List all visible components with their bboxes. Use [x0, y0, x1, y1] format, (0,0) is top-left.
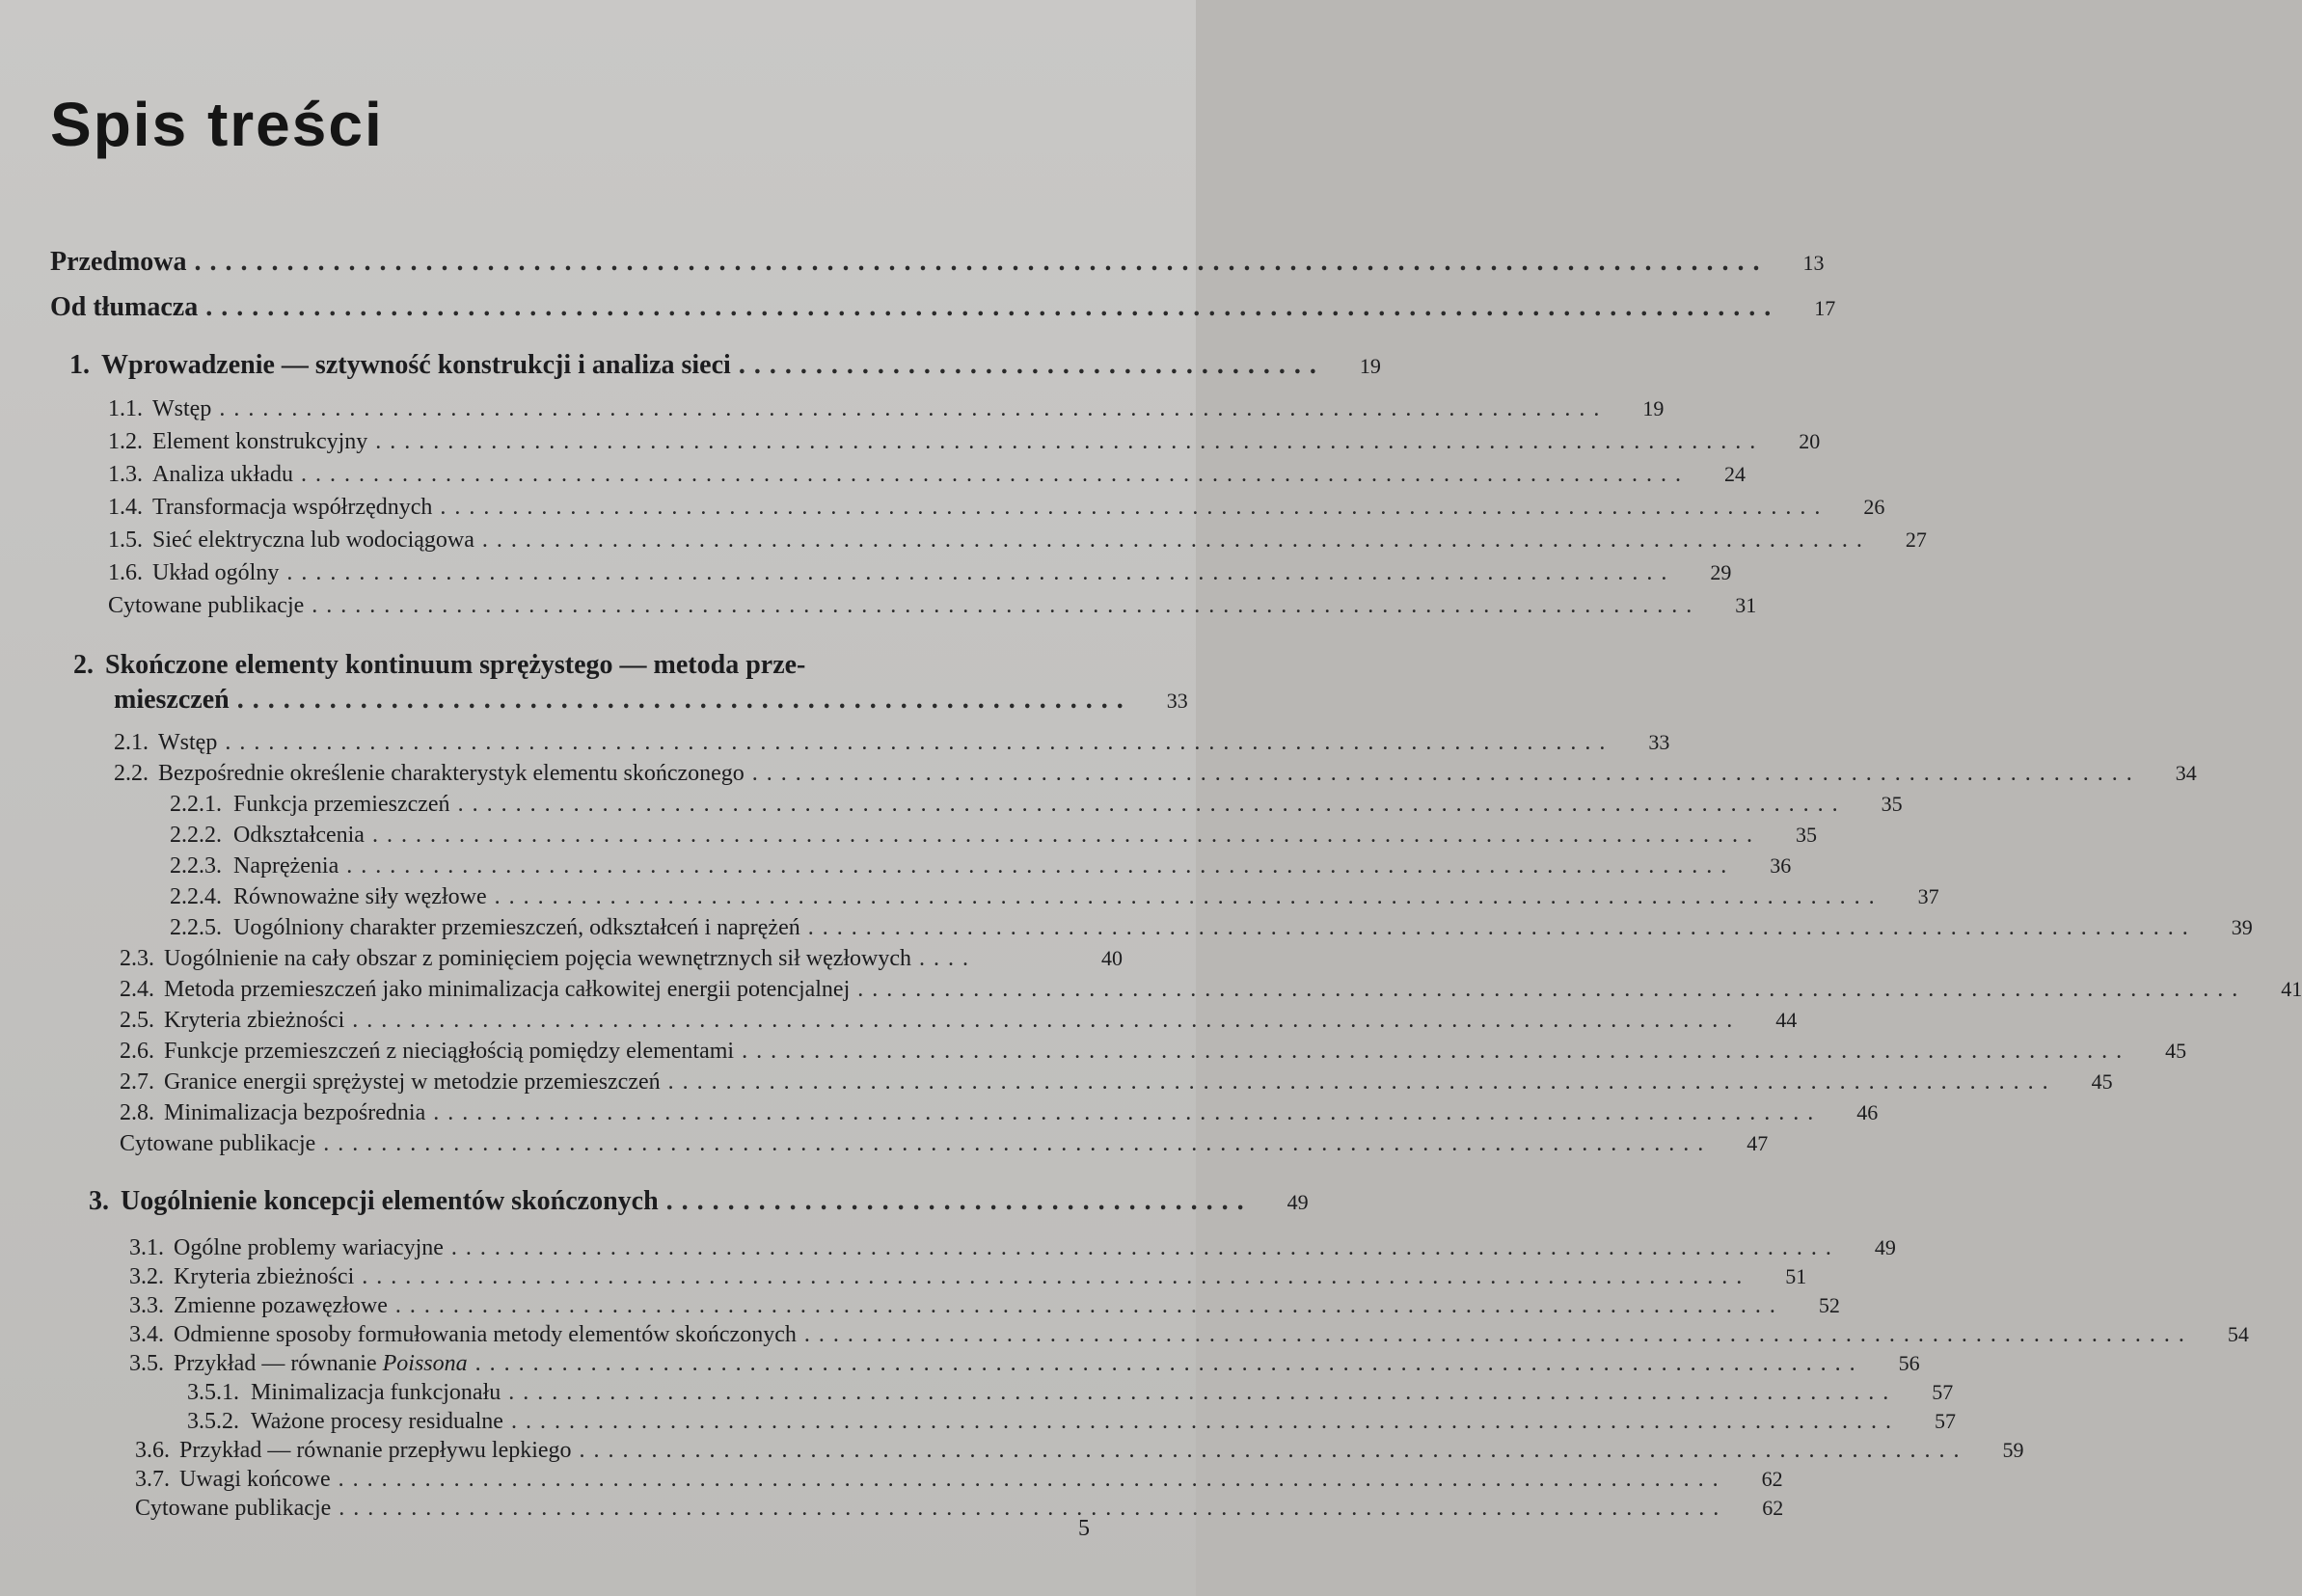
leader-dots: ................................................................................................ — [803, 1322, 2193, 1347]
page-number: 41 — [2281, 977, 2302, 1001]
leader-dots: ................................................................................................ — [352, 1008, 1742, 1033]
page-number: 47 — [1747, 1131, 1769, 1155]
section-number: 2.5. — [120, 1008, 154, 1033]
entry-title: Cytowane publikacje — [120, 1131, 316, 1156]
section-title: Ogólne problemy wariacyjne — [174, 1235, 444, 1260]
section-title: Uogólnienie na cały obszar z pominięciem pojęcia wewnętrznych sił węzłowych — [164, 946, 912, 971]
section-number: 2.1. — [114, 730, 149, 755]
leader-dots: ................................................................................................ — [440, 495, 1829, 520]
section-number: 2.8. — [120, 1100, 154, 1125]
toc-section-3-7 — [135, 1467, 1783, 1492]
leader-dots: ................................................................................................ — [433, 1100, 1823, 1125]
subsection-title: Ważone procesy residualne — [251, 1409, 503, 1434]
section-number: 1.5. — [108, 527, 143, 553]
section-number: 1.1. — [108, 396, 143, 421]
page-number: 45 — [2091, 1069, 2113, 1094]
page-number: 62 — [1761, 1467, 1783, 1491]
page-number: 49 — [1286, 1190, 1309, 1214]
section-title: Element konstrukcyjny — [152, 429, 368, 454]
page-number: 44 — [1775, 1008, 1798, 1032]
toc-section-1-6 — [108, 560, 1732, 585]
toc-subsection-3-5-1 — [187, 1380, 1954, 1405]
toc-entry-przedmowa — [50, 247, 1825, 277]
page-number: 52 — [1818, 1293, 1840, 1317]
toc-section-1-1 — [108, 396, 1665, 421]
subsection-number: 2.2.5. — [170, 915, 222, 940]
subsection-title: Odkształcenia — [233, 823, 365, 848]
chapter-number: 3. — [89, 1186, 109, 1216]
page-number: 37 — [1917, 884, 1939, 908]
page-number: 39 — [2231, 915, 2253, 939]
page-number: 57 — [1932, 1380, 1954, 1404]
toc-section-3-6 — [135, 1438, 2024, 1463]
leader-dots: ................................................................................................ — [857, 977, 2247, 1002]
section-number: 2.7. — [120, 1069, 154, 1095]
page-number: 29 — [1710, 560, 1732, 584]
leader-dots: ................................................................................................ — [481, 527, 1871, 553]
subsection-title: Funkcja przemieszczeń — [233, 792, 450, 817]
page-number: 59 — [2002, 1438, 2024, 1462]
toc-section-3-1 — [129, 1235, 1896, 1260]
toc-section-2-3 — [120, 947, 1123, 970]
subsection-title: Równoważne siły węzłowe — [233, 884, 487, 909]
section-title: Zmienne pozawęzłowe — [174, 1293, 388, 1318]
leader-dots: .... — [919, 946, 978, 971]
page-number: 20 — [1799, 429, 1821, 453]
leader-dots: ...................................... — [665, 1186, 1253, 1216]
leader-dots: ................................................................................................ — [219, 396, 1609, 421]
toc-section-1-4 — [108, 495, 1885, 520]
leader-dots: ................................................................................................ — [742, 1039, 2131, 1064]
page-number: 45 — [2165, 1039, 2187, 1063]
leader-dots: ................................................................................................ — [579, 1438, 1968, 1463]
page-number: 46 — [1856, 1100, 1879, 1124]
page-title: Spis treści — [50, 90, 384, 159]
toc-section-1-5 — [108, 527, 1927, 553]
section-title: Odmienne sposoby formułowania metody elementów skończonych — [174, 1322, 797, 1347]
leader-dots: ................................................................................................ — [667, 1069, 2057, 1095]
subsection-number: 3.5.2. — [187, 1409, 239, 1434]
page-number: 33 — [1166, 689, 1188, 713]
toc-section-2-5 — [120, 1008, 1798, 1033]
leader-dots: ................................................................................................ — [323, 1131, 1713, 1156]
leader-dots: ................................................................................................ — [508, 1380, 1898, 1405]
subsection-number: 2.2.2. — [170, 823, 222, 848]
subsection-number: 2.2.3. — [170, 853, 222, 879]
chapter-title-cont: mieszczeń — [114, 685, 230, 715]
page-number: 54 — [2227, 1322, 2249, 1346]
leader-dots: ................................................................................................ — [751, 761, 2141, 786]
leader-dots: ...................................... — [738, 350, 1325, 380]
leader-dots: ................................................................................................ — [300, 462, 1690, 487]
page-number: 36 — [1770, 853, 1792, 878]
toc-entry-od-tlumacza — [50, 292, 1836, 322]
toc-subsection-2-2-5 — [170, 915, 2253, 940]
page-number: 49 — [1874, 1235, 1896, 1259]
section-number: 3.6. — [135, 1438, 170, 1463]
toc-section-2-6 — [120, 1039, 2187, 1064]
toc-cited-publications-3 — [135, 1496, 1784, 1521]
toc-subsection-2-2-4 — [170, 884, 1939, 909]
section-title: Kryteria zbieżności — [174, 1264, 355, 1289]
entry-title: Cytowane publikacje — [108, 593, 305, 618]
leader-dots: ................................................................................................ — [225, 730, 1614, 755]
section-title: Kryteria zbieżności — [164, 1008, 345, 1033]
toc-section-2-8 — [120, 1100, 1879, 1125]
chapter-title: Uogólnienie koncepcji elementów skończonych — [121, 1186, 659, 1216]
section-number: 3.7. — [135, 1467, 170, 1492]
section-number: 3.1. — [129, 1235, 164, 1260]
toc-section-1-3 — [108, 462, 1746, 487]
section-title: Uwagi końcowe — [179, 1467, 331, 1492]
toc-section-3-3 — [129, 1293, 1840, 1318]
entry-title: Cytowane publikacje — [135, 1496, 332, 1521]
leader-dots: .......................................................... — [236, 685, 1132, 715]
leader-dots: ................................................................................................ — [450, 1235, 1840, 1260]
section-number: 2.6. — [120, 1039, 154, 1064]
leader-dots: ................................................................................................ — [510, 1409, 1900, 1434]
toc-subsection-3-5-2 — [187, 1409, 1956, 1434]
section-number: 1.6. — [108, 560, 143, 585]
leader-dots: ................................................................................................ — [338, 1467, 1727, 1492]
leader-dots: ................................................................................................ — [474, 1351, 1864, 1376]
leader-dots: ................................................................................................ — [311, 593, 1701, 618]
page-number: 19 — [1359, 354, 1381, 378]
toc-subsection-2-2-3 — [170, 853, 1792, 879]
section-title-emphasis: Poissona — [382, 1351, 468, 1376]
section-title: Sieć elektryczna lub wodociągowa — [152, 527, 474, 553]
section-number: 2.3. — [120, 946, 154, 971]
toc-section-2-4 — [120, 977, 2302, 1002]
section-number: 3.5. — [129, 1351, 164, 1376]
page-folio: 5 — [1078, 1516, 1090, 1541]
section-number: 1.2. — [108, 429, 143, 454]
page-number: 33 — [1648, 730, 1670, 754]
leader-dots: ................................................................................................ — [375, 429, 1765, 454]
page-number: 17 — [1814, 296, 1836, 320]
toc-chapter-2-line1 — [73, 650, 805, 681]
toc-section-1-2 — [108, 429, 1821, 454]
section-number: 1.4. — [108, 495, 143, 520]
toc-section-2-7 — [120, 1069, 2113, 1095]
section-title: Minimalizacja bezpośrednia — [164, 1100, 426, 1125]
chapter-title: Wprowadzenie — sztywność konstrukcji i analiza sieci — [101, 350, 731, 380]
section-title: Transformacja współrzędnych — [152, 495, 433, 520]
section-number: 2.2. — [114, 761, 149, 786]
toc-subsection-2-2-1 — [170, 792, 1903, 817]
chapter-title: Skończone elementy kontinuum sprężystego — metoda prze- — [105, 650, 806, 680]
section-title: Wstęp — [158, 730, 218, 755]
section-title: Funkcje przemieszczeń z nieciągłością pomiędzy elementami — [164, 1039, 735, 1064]
leader-dots: ................................................................................................ — [807, 915, 2197, 940]
section-number: 3.4. — [129, 1322, 164, 1347]
subsection-title: Naprężenia — [233, 853, 339, 879]
toc-chapter-1 — [69, 350, 1381, 380]
subsection-number: 2.2.1. — [170, 792, 222, 817]
section-title: Przykład — równanie — [174, 1351, 383, 1376]
page-number: 31 — [1735, 593, 1757, 617]
page-number: 57 — [1934, 1409, 1956, 1433]
leader-dots: ................................................................................................ — [394, 1293, 1784, 1318]
section-title: Przykład — równanie przepływu lepkiego — [179, 1438, 572, 1463]
chapter-number: 1. — [69, 350, 90, 380]
section-title: Układ ogólny — [152, 560, 280, 585]
section-number: 2.4. — [120, 977, 154, 1002]
page-number: 24 — [1723, 462, 1746, 486]
page-number: 56 — [1898, 1351, 1920, 1375]
page-number: 35 — [1795, 823, 1817, 847]
toc-section-3-5 — [129, 1351, 1920, 1376]
section-title: Analiza układu — [152, 462, 293, 487]
toc-chapter-2 — [114, 685, 1188, 715]
page-number: 27 — [1905, 527, 1927, 552]
entry-title: Od tłumacza — [50, 292, 199, 322]
toc-cited-publications-1 — [108, 593, 1757, 618]
page-number: 51 — [1785, 1264, 1807, 1288]
subsection-number: 2.2.4. — [170, 884, 222, 909]
entry-title: Przedmowa — [50, 247, 187, 277]
leader-dots: ................................................................................................ — [457, 792, 1847, 817]
toc-section-2-2 — [114, 761, 2197, 786]
leader-dots: ................................................................................................ — [362, 1264, 1751, 1289]
page-number: 34 — [2175, 761, 2197, 785]
leader-dots: ...................................................................................................... — [205, 292, 1780, 322]
toc-section-3-2 — [129, 1264, 1807, 1289]
leader-dots: ................................................................................................ — [494, 884, 1883, 909]
page-number: 40 — [1101, 946, 1123, 970]
subsection-number: 3.5.1. — [187, 1380, 239, 1405]
section-number: 1.3. — [108, 462, 143, 487]
toc-subsection-2-2-2 — [170, 823, 1817, 848]
leader-dots: ................................................................................................ — [286, 560, 1676, 585]
section-number: 3.3. — [129, 1293, 164, 1318]
leader-dots: ...................................................................................................... — [194, 247, 1769, 277]
toc-section-3-4 — [129, 1322, 2249, 1347]
toc-cited-publications-2 — [120, 1131, 1769, 1156]
leader-dots: ................................................................................................ — [371, 823, 1761, 848]
page-number: 19 — [1642, 396, 1665, 420]
page-number: 35 — [1881, 792, 1903, 816]
page-number: 26 — [1863, 495, 1885, 519]
page-number: 62 — [1762, 1496, 1784, 1520]
chapter-number: 2. — [73, 650, 94, 680]
page-number: 13 — [1802, 251, 1825, 275]
section-title: Granice energii sprężystej w metodzie przemieszczeń — [164, 1069, 661, 1095]
section-number: 3.2. — [129, 1264, 164, 1289]
subsection-title: Uogólniony charakter przemieszczeń, odkształceń i naprężeń — [233, 915, 800, 940]
leader-dots: ................................................................................................ — [339, 1496, 1728, 1521]
subsection-title: Minimalizacja funkcjonału — [251, 1380, 501, 1405]
section-title: Bezpośrednie określenie charakterystyk elementu skończonego — [158, 761, 745, 786]
toc-chapter-3 — [89, 1186, 1309, 1216]
toc-section-2-1 — [114, 730, 1670, 755]
section-title: Metoda przemieszczeń jako minimalizacja całkowitej energii potencjalnej — [164, 977, 851, 1002]
leader-dots: ................................................................................................ — [346, 853, 1736, 879]
section-title: Wstęp — [152, 396, 212, 421]
